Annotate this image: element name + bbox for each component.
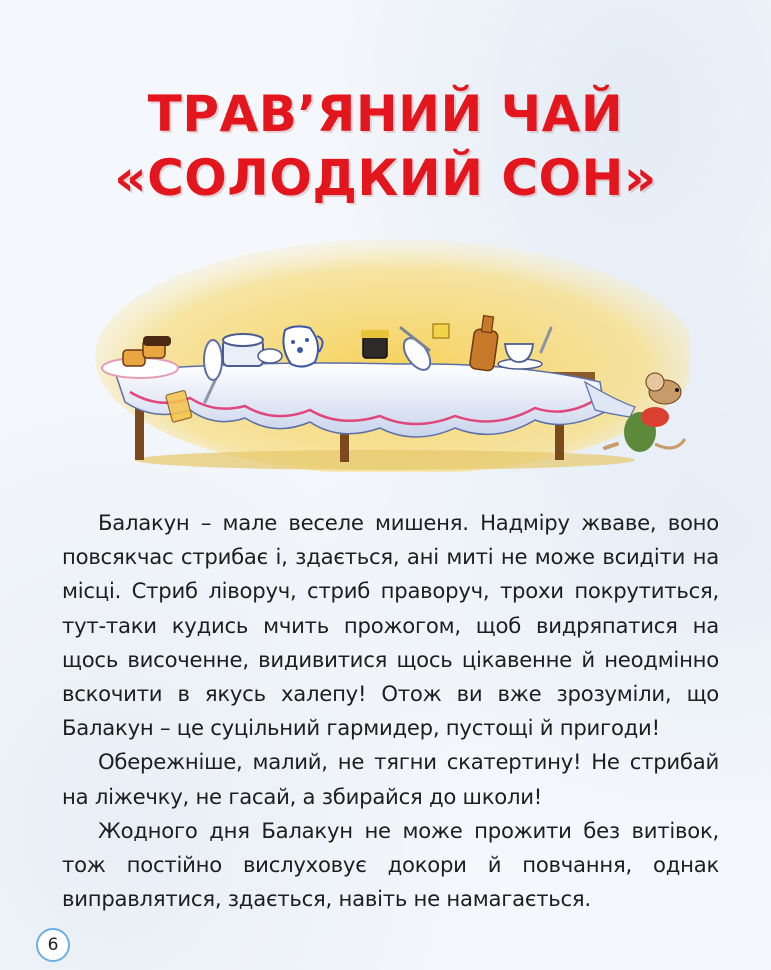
- jam-jar: [361, 330, 389, 358]
- background-glow: [95, 239, 690, 472]
- mouse-tablecloth-illustration: [95, 232, 690, 472]
- title-line-1: ТРАВ’ЯНИЙ ЧАЙ: [147, 85, 624, 143]
- paragraph-2: Обережніше, малий, не тягни скатертину! Не стрибай на ліжечку, не гасай, а збирайся до школи!: [62, 749, 719, 809]
- sugar-bowl: [258, 349, 282, 363]
- paragraph-3: Жодного дня Балакун не може прожити без витівок, тож постійно вислуховує докори й повчання, однак виправлятися, здається, навіть не намагається.: [62, 817, 719, 912]
- page-number: 6: [36, 928, 70, 962]
- paragraph-1: Балакун – мале веселе мишеня. Надміру жваве, воно повсякчас стрибає і, здається, ані миті не може всидіти на місці. Стриб ліворуч, стриб праворуч, трохи покрутиться, тут-таки кудись мчить прожогом, щоб видряпатися на щось височенне, видивитися щось цікавенне й неодмінно вскочити в якусь халепу! Отож ви вже зрозуміли, що Балакун – це суцільний гармидер, пустощі й пригоди!: [62, 510, 719, 741]
- plate: [204, 340, 222, 380]
- title-line-2: «СОЛОДКИЙ СОН»: [114, 149, 657, 207]
- cheese: [433, 324, 449, 338]
- story-text: [62, 506, 719, 916]
- bread-loaf: [143, 336, 171, 346]
- page-title: [0, 82, 771, 210]
- saucepan: [223, 334, 263, 366]
- bread-slice: [123, 350, 145, 366]
